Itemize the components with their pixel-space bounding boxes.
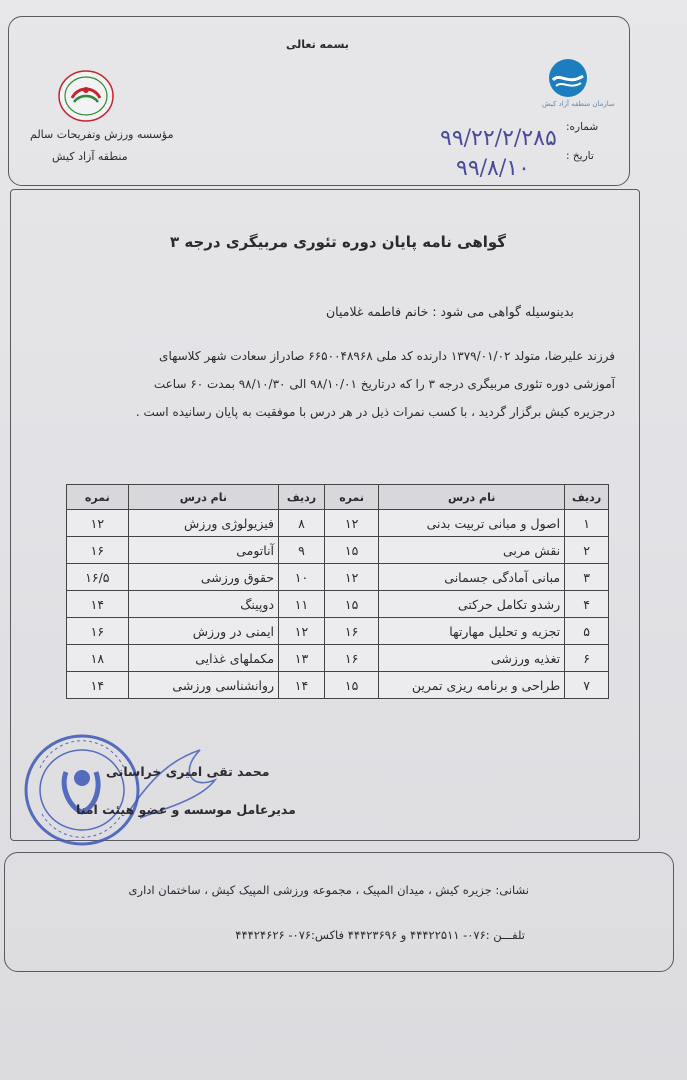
number-value: ۹۹/۲۲/۲/۲۸۵ (440, 126, 557, 151)
header-grade-col: نمره (67, 485, 129, 510)
course-name: تغذیه ورزشی (379, 645, 565, 672)
course-name: فیزیولوژی ورزش (128, 510, 278, 537)
course-name: طراحی و برنامه ریزی تمرین (379, 672, 565, 699)
row-number: ۸ (279, 510, 325, 537)
bismillah: بسمه تعالی (286, 38, 349, 51)
course-grade: ۱۶ (324, 618, 378, 645)
course-name: ایمنی در ورزش (128, 618, 278, 645)
course-name: روانشناسی ورزشی (128, 672, 278, 699)
row-number: ۷ (565, 672, 609, 699)
course-grade: ۱۲ (324, 564, 378, 591)
footer-address: نشانی: جزیره کیش ، میدان المپیک ، مجموعه ورزشی المپیک کیش ، ساختمان اداری (128, 883, 529, 897)
certificate-body-line-3: درجزیره کیش برگزار گردید ، با کسب نمرات ذیل در هر درس با موفقیت به پایان رسانیده است . (135, 405, 615, 419)
row-number: ۴ (565, 591, 609, 618)
course-grade: ۱۲ (67, 510, 129, 537)
row-number: ۳ (565, 564, 609, 591)
course-name: نقش مربی (379, 537, 565, 564)
certificate-body-line-1: فرزند علیرضا، متولد ۱۳۷۹/۰۱/۰۲ دارنده کد ملی ۶۶۵۰۰۴۸۹۶۸ صادراز سعادت شهر کلاسهای (159, 349, 615, 363)
course-grade: ۱۶/۵ (67, 564, 129, 591)
certificate-body-line-2: آموزشی دوره تئوری مربیگری درجه ۳ را که درتاریخ ۹۸/۱۰/۰۱ الی ۹۸/۱۰/۳۰ بمدت ۶۰ ساعت (153, 377, 615, 391)
org-logo-icon (56, 68, 116, 124)
row-number: ۱۲ (279, 618, 325, 645)
course-grade: ۱۵ (324, 537, 378, 564)
course-name: مکملهای غذایی (128, 645, 278, 672)
table-row (67, 618, 609, 645)
row-number: ۱۳ (279, 645, 325, 672)
header-course-col: نام درس (379, 485, 565, 510)
row-number: ۱۱ (279, 591, 325, 618)
course-grade: ۱۴ (67, 591, 129, 618)
org-name: مؤسسه ورزش وتفریحات سالم (30, 128, 174, 141)
row-number: ۱۴ (279, 672, 325, 699)
certificate-title: گواهی نامه پایان دوره تئوری مربیگری درجه ۳ (170, 233, 507, 251)
row-number: ۶ (565, 645, 609, 672)
row-number: ۱۰ (279, 564, 325, 591)
footer-phones: تلفـــن :۰۷۶- ۴۴۴۲۲۵۱۱ و ۴۴۴۲۳۶۹۶ فاکس:۰۷۶- ۴۴۴۲۴۶۲۶ (235, 928, 525, 942)
kish-logo-icon (548, 58, 588, 98)
header-course-col: نام درس (128, 485, 278, 510)
date-value: ۹۹/۸/۱۰ (456, 156, 530, 181)
course-name: مبانی آمادگی جسمانی (379, 564, 565, 591)
table-row (67, 510, 609, 537)
table-row (67, 591, 609, 618)
course-grade: ۱۶ (67, 618, 129, 645)
course-name: دوپینگ (128, 591, 278, 618)
course-grade: ۱۴ (67, 672, 129, 699)
course-name: آناتومی (128, 537, 278, 564)
course-grade: ۱۶ (324, 645, 378, 672)
certificate-intro: بدینوسیله گواهی می شود : خانم فاطمه غلامیان (326, 304, 574, 319)
table-row (67, 645, 609, 672)
signatory-role: مدیرعامل موسسه و عضو هیئت امنا (76, 802, 296, 817)
table-row (67, 672, 609, 699)
course-name: تجزیه و تحلیل مهارتها (379, 618, 565, 645)
course-grade: ۱۲ (324, 510, 378, 537)
table-header-row (67, 485, 609, 510)
date-label: تاریخ : (566, 150, 594, 162)
course-grade: ۱۶ (67, 537, 129, 564)
header-row-col: ردیف (279, 485, 325, 510)
table-row (67, 537, 609, 564)
org-region: منطقه آزاد کیش (52, 150, 128, 163)
signatory-name: محمد تقی امیری خراسانی (106, 764, 270, 779)
course-name: حقوق ورزشی (128, 564, 278, 591)
row-number: ۲ (565, 537, 609, 564)
row-number: ۵ (565, 618, 609, 645)
course-grade: ۱۵ (324, 591, 378, 618)
number-label: شماره: (566, 121, 599, 133)
course-grade: ۱۸ (67, 645, 129, 672)
kish-logo-caption: سازمان منطقه آزاد کیش (542, 100, 615, 108)
course-name: اصول و مبانی تربیت بدنی (379, 510, 565, 537)
grades-table (66, 484, 609, 699)
header-row-col: ردیف (565, 485, 609, 510)
course-name: رشدو تکامل حرکتی (379, 591, 565, 618)
table-row (67, 564, 609, 591)
footer-frame (4, 852, 674, 972)
header-grade-col: نمره (324, 485, 378, 510)
row-number: ۱ (565, 510, 609, 537)
row-number: ۹ (279, 537, 325, 564)
course-grade: ۱۵ (324, 672, 378, 699)
